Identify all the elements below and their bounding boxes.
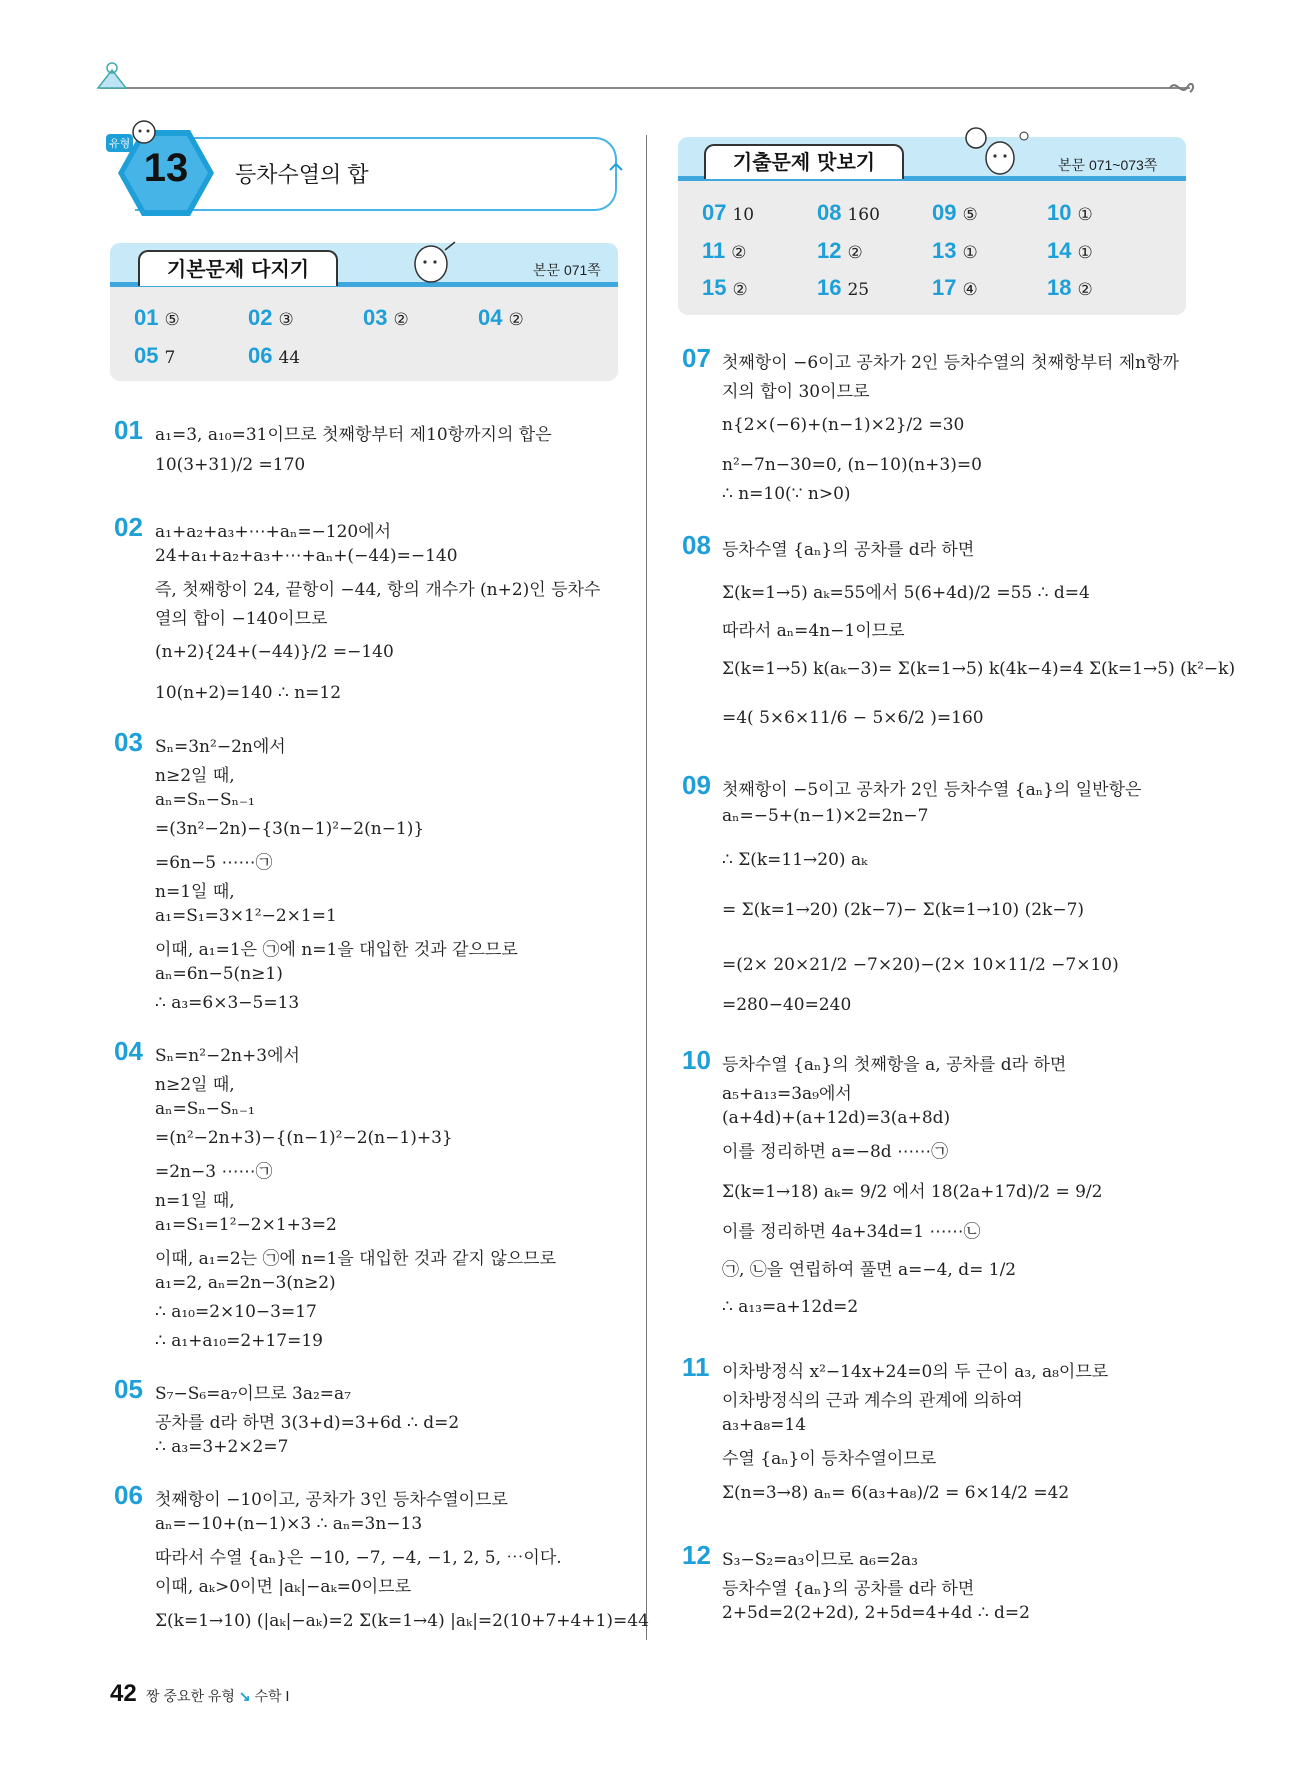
solution-04-line: n≥2일 때, <box>155 1075 235 1095</box>
solution-05-line: ∴ a₃=3+2×2=7 <box>155 1437 289 1457</box>
solution-06-line: Σ(k=1→10) (|aₖ|−aₖ)=2 Σ(k=1→4) |aₖ|=2(10+7+4+1)=44 <box>155 1611 649 1631</box>
footer-check-icon: ↘ <box>238 1688 255 1704</box>
solution-04-line: n=1일 때, <box>155 1191 235 1211</box>
solution-02-line: 10(n+2)=140 ∴ n=12 <box>155 683 342 703</box>
hanger-icon <box>92 58 132 98</box>
type-title: 등차수열의 합 <box>235 162 369 187</box>
solution-02-line: 열의 합이 −140이므로 <box>155 609 328 629</box>
past-answer-16: 16 25 <box>817 275 870 300</box>
past-answer-11: 11 ② <box>702 238 747 263</box>
basic-answer-04: 04 ② <box>478 305 524 330</box>
solution-08-line: 따라서 aₙ=4n−1이므로 <box>722 621 905 641</box>
solution-02-line: a₁+a₂+a₃+⋯+aₙ=−120에서 <box>155 522 392 542</box>
solution-03-line: aₙ=Sₙ−Sₙ₋₁ <box>155 790 255 810</box>
solution-11-line: 수열 {aₙ}이 등차수열이므로 <box>722 1449 937 1469</box>
solution-08-line: 등차수열 {aₙ}의 공차를 d라 하면 <box>722 540 975 560</box>
solution-08-line: =4( 5×6×11/6 − 5×6/2 )=160 <box>722 708 984 728</box>
solution-02-line: 24+a₁+a₂+a₃+⋯+aₙ+(−44)=−140 <box>155 546 458 566</box>
solution-03-line: Sₙ=3n²−2n에서 <box>155 737 286 757</box>
solution-number-08: 08 <box>682 530 711 560</box>
solution-07-line: n²−7n−30=0, (n−10)(n+3)=0 <box>722 455 982 475</box>
solution-10-line: 이를 정리하면 4a+34d=1 ⋯⋯㉡ <box>722 1222 981 1242</box>
solution-number-03: 03 <box>114 727 143 757</box>
solution-number-06: 06 <box>114 1480 143 1510</box>
past-answer-15: 15 ② <box>702 275 748 300</box>
solution-10-line: a₅+a₁₃=3a₉에서 <box>722 1084 852 1104</box>
solution-number-07: 07 <box>682 343 711 373</box>
past-answer-18: 18 ② <box>1047 275 1093 300</box>
solution-02-line: (n+2){24+(−44)}/2 =−140 <box>155 642 394 662</box>
solution-06-line: 이때, aₖ>0이면 |aₖ|−aₖ=0이므로 <box>155 1577 411 1597</box>
solution-11-line: a₃+a₈=14 <box>722 1415 807 1435</box>
solution-10-line: (a+4d)+(a+12d)=3(a+8d) <box>722 1108 951 1128</box>
solution-03-line: n≥2일 때, <box>155 766 235 786</box>
solution-04-line: a₁=S₁=1²−2×1+3=2 <box>155 1215 337 1235</box>
solution-09-line: = Σ(k=1→20) (2k−7)− Σ(k=1→10) (2k−7) <box>722 900 1085 920</box>
book-title: 짱 중요한 유형 <box>146 1688 235 1704</box>
solution-number-12: 12 <box>682 1540 711 1570</box>
solution-07-line: n{2×(−6)+(n−1)×2}/2 =30 <box>722 415 965 435</box>
solution-09-line: 첫째항이 −5이고 공차가 2인 등차수열 {aₙ}의 일반항은 <box>722 780 1142 800</box>
dog-mascot-icon <box>405 236 461 288</box>
cat-mascot-icon <box>128 116 160 146</box>
past-answer-13: 13 ① <box>932 238 978 263</box>
solution-03-line: a₁=S₁=3×1²−2×1=1 <box>155 906 337 926</box>
past-answer-09: 09 ⑤ <box>932 200 978 225</box>
top-rule <box>100 87 1190 89</box>
solution-06-line: 따라서 수열 {aₙ}은 −10, −7, −4, −1, 2, 5, ⋯이다. <box>155 1548 562 1568</box>
solution-06-line: 첫째항이 −10이고, 공차가 3인 등차수열이므로 <box>155 1490 508 1510</box>
solution-04-line: =2n−3 ⋯⋯㉠ <box>155 1162 273 1182</box>
solution-number-11: 11 <box>682 1352 710 1382</box>
footer-book-title <box>146 1686 290 1706</box>
past-page-ref: 본문 071~073쪽 <box>1058 157 1158 173</box>
solution-04-line: ∴ a₁+a₁₀=2+17=19 <box>155 1331 323 1351</box>
subject: 수학 Ⅰ <box>254 1688 290 1704</box>
solution-number-10: 10 <box>682 1045 711 1075</box>
solution-03-line: ∴ a₃=6×3−5=13 <box>155 993 300 1013</box>
solution-07-line: ∴ n=10(∵ n>0) <box>722 484 851 504</box>
solution-number-05: 05 <box>114 1374 143 1404</box>
solution-10-line: Σ(k=1→18) aₖ= 9/2 에서 18(2a+17d)/2 = 9/2 <box>722 1182 1103 1202</box>
solution-09-line: aₙ=−5+(n−1)×2=2n−7 <box>722 806 929 826</box>
solution-number-01: 01 <box>114 415 143 445</box>
chevron-up-icon <box>608 162 624 172</box>
solution-06-line: aₙ=−10+(n−1)×3 ∴ aₙ=3n−13 <box>155 1514 423 1534</box>
tennis-mascot-icon <box>962 124 1032 182</box>
solution-08-line: Σ(k=1→5) aₖ=55에서 5(6+4d)/2 =55 ∴ d=4 <box>722 583 1090 603</box>
past-answer-07: 07 10 <box>702 200 755 225</box>
basic-page-ref: 본문 071쪽 <box>533 262 601 278</box>
solution-04-line: =(n²−2n+3)−{(n−1)²−2(n−1)+3} <box>155 1128 453 1148</box>
solution-11-line: 이차방정식 x²−14x+24=0의 두 근이 a₃, a₈이므로 <box>722 1362 1109 1382</box>
past-answer-12: 12 ② <box>817 238 863 263</box>
past-answer-10: 10 ① <box>1047 200 1093 225</box>
solution-01-line: a₁=3, a₁₀=31이므로 첫째항부터 제10항까지의 합은 <box>155 425 552 445</box>
basic-answer-05: 05 7 <box>134 343 176 368</box>
type-number: 13 <box>143 146 189 190</box>
type-tag: 유형 <box>106 134 133 152</box>
basic-answer-06: 06 44 <box>248 343 301 368</box>
solution-03-line: aₙ=6n−5(n≥1) <box>155 964 283 984</box>
solution-03-line: 이때, a₁=1은 ㉠에 n=1을 대입한 것과 같으므로 <box>155 940 518 960</box>
solution-04-line: ∴ a₁₀=2×10−3=17 <box>155 1302 317 1322</box>
solution-11-line: 이차방정식의 근과 계수의 관계에 의하여 <box>722 1391 1023 1411</box>
solution-05-line: S₇−S₆=a₇이므로 3a₂=a₇ <box>155 1384 351 1404</box>
solution-number-02: 02 <box>114 512 143 542</box>
solution-08-line: Σ(k=1→5) k(aₖ−3)= Σ(k=1→5) k(4k−4)=4 Σ(k=1→5) (k²−k) <box>722 659 1236 679</box>
past-answer-14: 14 ① <box>1047 238 1093 263</box>
solution-10-line: 이를 정리하면 a=−8d ⋯⋯㉠ <box>722 1142 949 1162</box>
past-tab: 기출문제 맛보기 <box>704 144 904 179</box>
solution-03-line: =(3n²−2n)−{3(n−1)²−2(n−1)} <box>155 819 425 839</box>
solution-12-line: 등차수열 {aₙ}의 공차를 d라 하면 <box>722 1579 975 1599</box>
solution-12-line: S₃−S₂=a₃이므로 a₆=2a₃ <box>722 1550 918 1570</box>
column-divider <box>646 135 647 1640</box>
solution-number-09: 09 <box>682 770 711 800</box>
solution-07-line: 지의 합이 30이므로 <box>722 382 870 402</box>
solution-12-line: 2+5d=2(2+2d), 2+5d=4+4d ∴ d=2 <box>722 1603 1030 1623</box>
solution-03-line: =6n−5 ⋯⋯㉠ <box>155 853 273 873</box>
solution-01-line: 10(3+31)/2 =170 <box>155 455 306 475</box>
basic-tab: 기본문제 다지기 <box>138 250 338 286</box>
solution-04-line: Sₙ=n²−2n+3에서 <box>155 1046 300 1066</box>
solution-05-line: 공차를 d라 하면 3(3+d)=3+6d ∴ d=2 <box>155 1413 460 1433</box>
solution-number-04: 04 <box>114 1036 143 1066</box>
basic-answer-02: 02 ③ <box>248 305 294 330</box>
solution-07-line: 첫째항이 −6이고 공차가 2인 등차수열의 첫째항부터 제n항까 <box>722 353 1179 373</box>
solution-02-line: 즉, 첫째항이 24, 끝항이 −44, 항의 개수가 (n+2)인 등차수 <box>155 580 601 600</box>
basic-answer-01: 01 ⑤ <box>134 305 180 330</box>
solution-04-line: a₁=2, aₙ=2n−3(n≥2) <box>155 1273 336 1293</box>
page-number: 42 <box>110 1680 137 1707</box>
solution-09-line: =(2× 20×21/2 −7×20)−(2× 10×11/2 −7×10) <box>722 955 1119 975</box>
past-answer-17: 17 ④ <box>932 275 978 300</box>
solution-03-line: n=1일 때, <box>155 882 235 902</box>
solution-09-line: =280−40=240 <box>722 995 852 1015</box>
solution-09-line: ∴ Σ(k=11→20) aₖ <box>722 850 868 870</box>
solution-11-line: Σ(n=3→8) aₙ= 6(a₃+a₈)/2 = 6×14/2 =42 <box>722 1483 1070 1503</box>
past-answer-08: 08 160 <box>817 200 880 225</box>
solution-10-line: 등차수열 {aₙ}의 첫째항을 a, 공차를 d라 하면 <box>722 1055 1067 1075</box>
solution-10-line: ∴ a₁₃=a+12d=2 <box>722 1297 859 1317</box>
solution-04-line: 이때, a₁=2는 ㉠에 n=1을 대입한 것과 같지 않으므로 <box>155 1249 557 1269</box>
solution-04-line: aₙ=Sₙ−Sₙ₋₁ <box>155 1099 255 1119</box>
ribbon-icon <box>1168 78 1198 100</box>
solution-10-line: ㉠, ㉡을 연립하여 풀면 a=−4, d= 1/2 <box>722 1260 1017 1280</box>
basic-answer-03: 03 ② <box>363 305 409 330</box>
